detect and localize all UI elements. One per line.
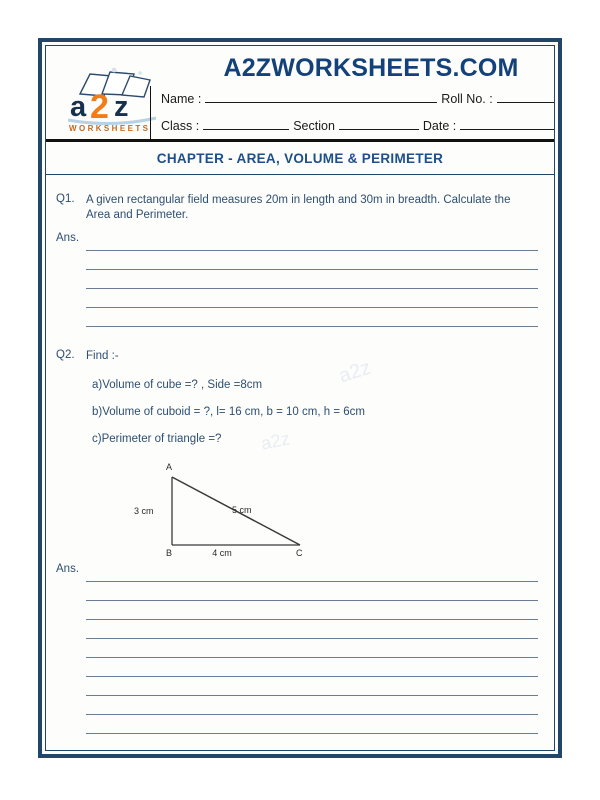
- answer-line[interactable]: [86, 289, 538, 308]
- logo-icon: [64, 64, 162, 134]
- answer-block-2: [46, 563, 554, 751]
- site-title: A2ZWORKSHEETS.COM: [223, 54, 519, 82]
- a2z-logo: [64, 64, 162, 134]
- sub-letter-b: b): [92, 406, 103, 418]
- answer-line[interactable]: [86, 270, 538, 289]
- answer-line[interactable]: [86, 582, 538, 601]
- answer-line[interactable]: [86, 658, 538, 677]
- answer-line[interactable]: [86, 563, 538, 582]
- triangle-figure: [46, 453, 554, 561]
- watermark-2: a2z: [259, 428, 292, 454]
- sub-letter-a: a): [92, 379, 103, 391]
- worksheet-header: [46, 46, 554, 142]
- field-row-class: [161, 118, 546, 145]
- svg-text:z: z: [114, 91, 129, 123]
- sub-text-a: Volume of cube =? , Side =8cm: [102, 379, 263, 391]
- field-row-name: [161, 91, 546, 118]
- answer-line[interactable]: [86, 677, 538, 696]
- class-input[interactable]: [203, 118, 289, 130]
- question-1-text: A given rectangular field measures 20m in length and 30m in breadth. Calculate the Area and Perimeter.: [86, 194, 511, 221]
- answer-line[interactable]: [86, 308, 538, 327]
- svg-text:a: a: [70, 91, 87, 123]
- question-2-sub-c: [46, 433, 554, 445]
- answer-line[interactable]: [86, 734, 538, 751]
- answer-1-label: Ans.: [56, 232, 80, 244]
- svg-text:B: B: [166, 548, 173, 558]
- name-input[interactable]: [205, 91, 437, 103]
- date-input[interactable]: [460, 118, 555, 130]
- svg-text:5 cm: 5 cm: [232, 505, 252, 515]
- answer-line[interactable]: [86, 620, 538, 639]
- answer-line[interactable]: [86, 232, 538, 251]
- svg-text:WORKSHEETS: WORKSHEETS: [69, 124, 151, 133]
- answer-1-lines[interactable]: [86, 232, 554, 327]
- right-triangle-diagram: [124, 453, 334, 558]
- worksheet-body: [46, 193, 554, 751]
- student-info-fields: [150, 86, 552, 140]
- answer-line[interactable]: [86, 715, 538, 734]
- svg-text:4 cm: 4 cm: [212, 548, 232, 558]
- question-2-number: Q2.: [56, 349, 75, 361]
- answer-line[interactable]: [86, 696, 538, 715]
- name-label: Name :: [161, 92, 202, 106]
- answer-line[interactable]: [86, 251, 538, 270]
- section-input[interactable]: [339, 118, 419, 130]
- answer-block-1: [46, 232, 554, 327]
- sub-text-c: Perimeter of triangle =?: [101, 433, 222, 445]
- answer-2-lines[interactable]: [86, 563, 554, 751]
- section-label: Section: [293, 119, 335, 133]
- class-label: Class :: [161, 119, 200, 133]
- watermark-1: a2z: [336, 356, 374, 388]
- question-2-text: Find :-: [86, 350, 119, 362]
- roll-label: Roll No. :: [441, 92, 493, 106]
- chapter-title: CHAPTER - AREA, VOLUME & PERIMETER: [46, 142, 554, 175]
- answer-line[interactable]: [86, 601, 538, 620]
- question-2-sub-a: [46, 379, 554, 391]
- question-1: [46, 193, 554, 223]
- svg-text:A: A: [166, 462, 173, 472]
- question-1-number: Q1.: [56, 193, 75, 205]
- worksheet-page: [45, 45, 555, 751]
- svg-text:C: C: [296, 548, 303, 558]
- roll-input[interactable]: [497, 91, 555, 103]
- sub-text-b: Volume of cuboid = ?, l= 16 cm, b = 10 cm, h = 6cm: [102, 406, 365, 418]
- worksheet-page-border: [38, 38, 562, 758]
- date-label: Date :: [422, 119, 457, 133]
- question-2-sub-b: [46, 406, 554, 418]
- question-2: [46, 349, 554, 364]
- answer-2-label: Ans.: [56, 563, 80, 575]
- svg-text:2: 2: [90, 88, 109, 126]
- svg-text:3 cm: 3 cm: [134, 506, 154, 516]
- sub-letter-c: c): [92, 433, 102, 445]
- answer-line[interactable]: [86, 639, 538, 658]
